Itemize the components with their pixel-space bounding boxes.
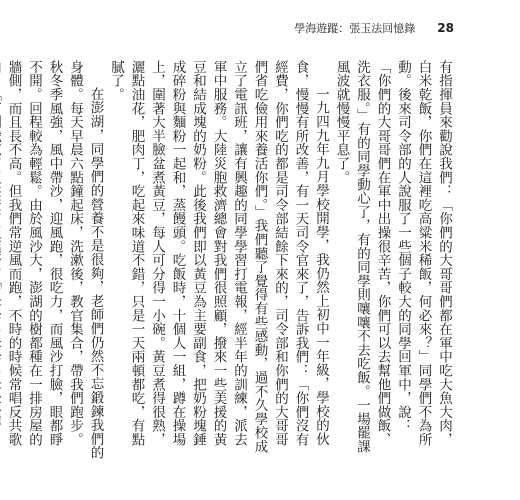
page-number: 28 bbox=[437, 21, 454, 35]
paragraph: 在澎湖，同學們的營養不是很夠，老師們仍然不忘鍛鍊我們的身體。每天早晨六點鐘起床，洗漱後，教官集合，帶我們跑步。秋冬季風強，風中帶沙，迎風跑，很吃力，而風沙打臉，眼都睜不開。回程較為輕鬆。由於風沙大，澎湖的樹都種在一排房屋的牆側，而且長不高。但我們常逆風而跑，不時的時候常唱反共歌 bbox=[5, 60, 104, 460]
paragraph: 一九四九年九月學校開學，我仍然上初中一年級，學校的伙食，慢慢有所改善，有一天司令官來了，告訴我們：「你們沒有經費，你們吃的都是司令部結餘下來的，司令部和你們的大哥哥們省吃儉用來養活你們。」我們聽了覺得有些感動，過不久學校成立了電訊班，讓有興趣的同學學習打電報，經半年的訓練，派去軍中服務。大陸災胞救濟總會對我們很照顧，撥來一些美援的黃豆和結成塊的奶粉。此後我們即以黃豆為主要副食，把奶粉塊錘成碎粉與麵粉一起和，蒸饅頭。吃飯時，十個人一組，蹲在操場上，圍著大半臉盆煮黃豆，每人可分得一小碗。黃豆煮得很熟，灑點油花，肥肉丁，吃起來味道不錯，只是一天兩頓都吃，有點膩了。 bbox=[108, 60, 329, 454]
page-header bbox=[294, 20, 454, 36]
body-text bbox=[5, 60, 454, 460]
running-title: 學海遊蹤：張玉法回憶錄 bbox=[294, 22, 416, 35]
paragraph: 有指揮員來勸說我們：「你們的大哥哥們都在軍中吃大魚大肉，白米乾飯，你們在這裡吃高粱米稀飯，何必來？」同學們不為所動。後來司令部的人說服了一些個子較大的同學回軍中，說：「你們的大哥哥們在軍中出操很辛苦，你們可以去幫他們做飯、洗衣服。」有的同學動心了，有的同學則嚷嚷不去吃飯。一場罷課風波就慢慢平息了。 bbox=[333, 60, 452, 454]
